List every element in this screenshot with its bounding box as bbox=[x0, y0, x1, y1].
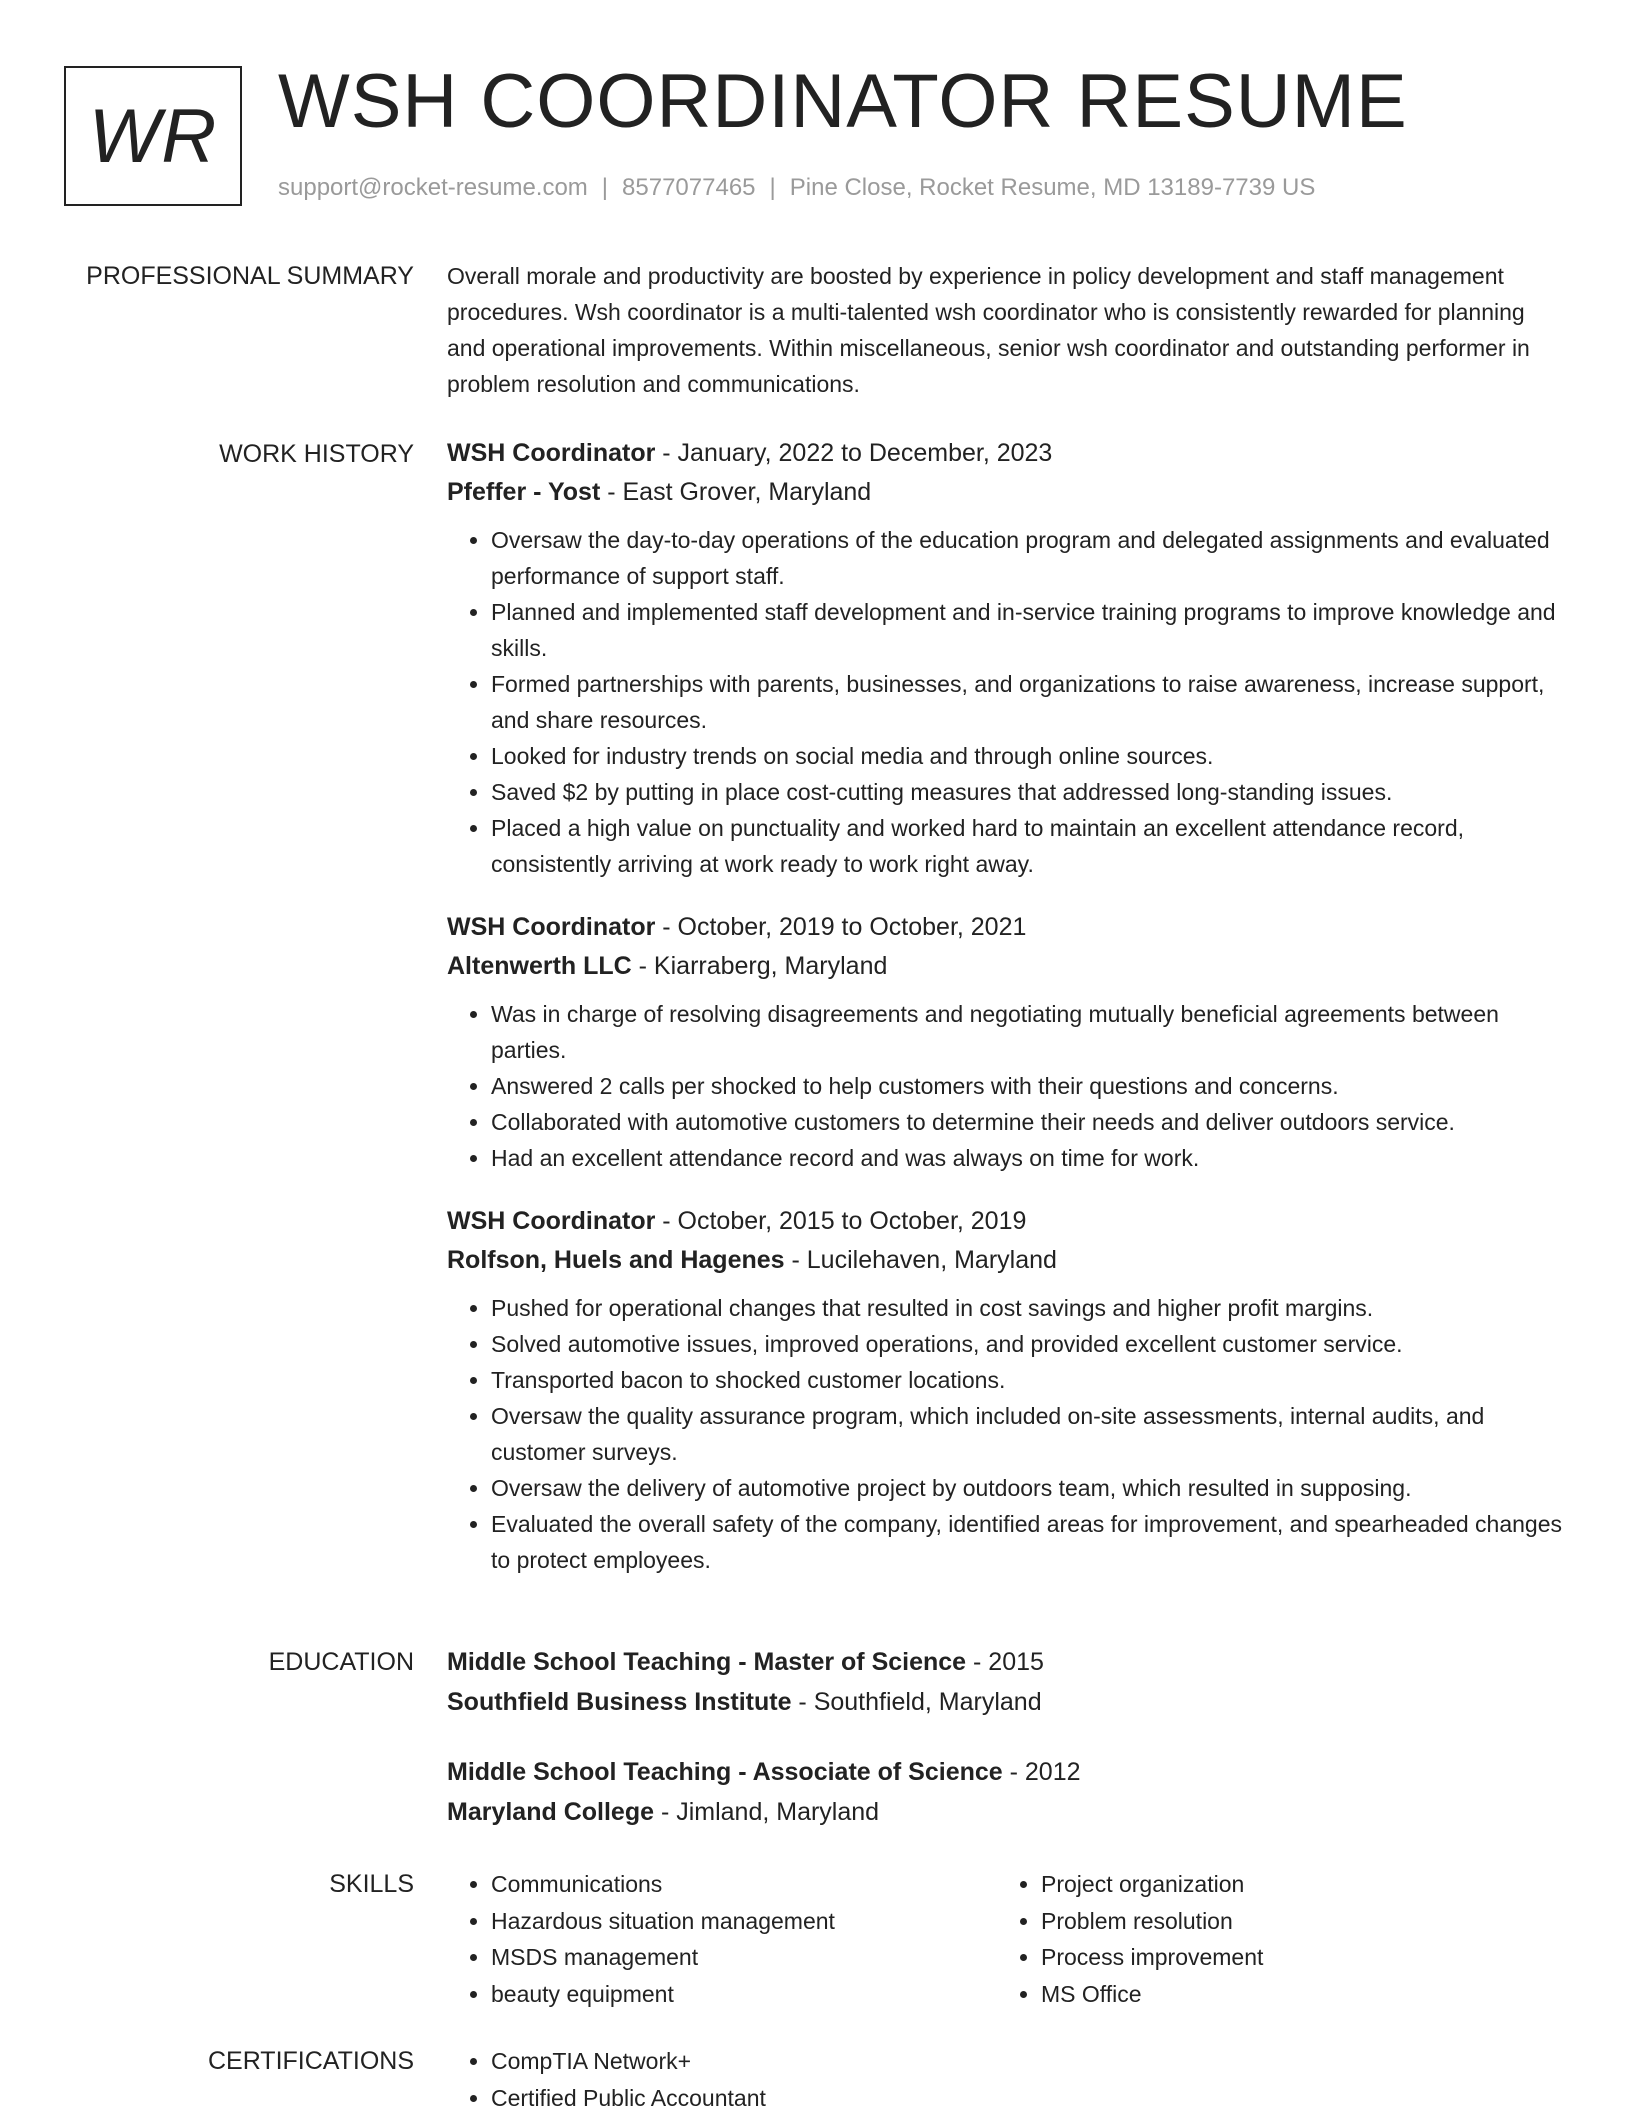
job-title-line bbox=[447, 434, 1567, 473]
job-title-line bbox=[447, 1202, 1567, 1241]
contact-email: support@rocket-resume.com bbox=[278, 174, 588, 201]
job-bullet: • Planned and implemented staff development and in-service training programs to improve knowledge and skills. bbox=[491, 594, 1567, 666]
job-bullet: • Evaluated the overall safety of the company, identified areas for improvement, and spearheaded changes to protect employees. bbox=[491, 1506, 1567, 1578]
skill-item: • beauty equipment bbox=[491, 1976, 997, 2013]
job-company: Pfeffer - Yost bbox=[447, 478, 600, 506]
job-bullet: • Was in charge of resolving disagreements and negotiating mutually beneficial agreements between parties. bbox=[491, 996, 1567, 1068]
job-location: - Kiarraberg, Maryland bbox=[632, 952, 888, 980]
job-bullet: • Transported bacon to shocked customer locations. bbox=[491, 1362, 1567, 1398]
job-company-line bbox=[447, 473, 1567, 512]
job-bullet-list bbox=[447, 996, 1567, 1176]
education-degree-line bbox=[447, 1752, 1567, 1792]
job-entry bbox=[447, 1202, 1567, 1578]
job-location: - East Grover, Maryland bbox=[600, 478, 871, 506]
job-dates: - October, 2015 to October, 2019 bbox=[655, 1207, 1026, 1235]
job-bullet: • Looked for industry trends on social media and through online sources. bbox=[491, 738, 1567, 774]
resume-title: WSH COORDINATOR RESUME bbox=[278, 56, 1408, 148]
section-label-work-history: WORK HISTORY bbox=[219, 436, 414, 472]
education-entry bbox=[447, 1642, 1567, 1722]
contact-address: Pine Close, Rocket Resume, MD 13189-7739 US bbox=[790, 174, 1316, 201]
skill-item: • Project organization bbox=[1041, 1866, 1547, 1903]
certifications-list bbox=[447, 2043, 1047, 2116]
job-bullet-list bbox=[447, 1290, 1567, 1578]
job-title: WSH Coordinator bbox=[447, 913, 655, 941]
job-bullet: • Saved $2 by putting in place cost-cutting measures that addressed long-standing issues. bbox=[491, 774, 1567, 810]
certification-item: • CompTIA Network+ bbox=[491, 2043, 1047, 2080]
skill-item: • Problem resolution bbox=[1041, 1903, 1547, 1940]
work-history-body bbox=[447, 434, 1567, 1604]
job-dates: - January, 2022 to December, 2023 bbox=[655, 439, 1052, 467]
skill-item: • Hazardous situation management bbox=[491, 1903, 997, 1940]
job-title: WSH Coordinator bbox=[447, 439, 655, 467]
education-location: - Southfield, Maryland bbox=[791, 1688, 1041, 1716]
job-bullet: • Collaborated with automotive customers to determine their needs and deliver outdoors service. bbox=[491, 1104, 1567, 1140]
skill-item: • MSDS management bbox=[491, 1939, 997, 1976]
section-label-certifications: CERTIFICATIONS bbox=[208, 2043, 414, 2079]
education-year: - 2012 bbox=[1003, 1758, 1081, 1786]
job-bullet: • Had an excellent attendance record and was always on time for work. bbox=[491, 1140, 1567, 1176]
job-bullet: • Placed a high value on punctuality and worked hard to maintain an excellent attendance record, consistently arriving at work ready to work right away. bbox=[491, 810, 1567, 882]
skill-item: • Process improvement bbox=[1041, 1939, 1547, 1976]
job-entry bbox=[447, 908, 1567, 1176]
job-bullet: • Oversaw the quality assurance program, which included on-site assessments, internal audits, and customer surveys. bbox=[491, 1398, 1567, 1470]
certification-item: • Certified Public Accountant bbox=[491, 2080, 1047, 2116]
monogram-initials: WR bbox=[89, 93, 218, 180]
job-bullet: • Formed partnerships with parents, businesses, and organizations to raise awareness, increase support, and share resources. bbox=[491, 666, 1567, 738]
job-bullet: • Answered 2 calls per shocked to help customers with their questions and concerns. bbox=[491, 1068, 1567, 1104]
education-school: Maryland College bbox=[447, 1798, 654, 1826]
job-company-line bbox=[447, 947, 1567, 986]
summary-text: Overall morale and productivity are boosted by experience in policy development and staff management procedures. Wsh coordinator is a multi-talented wsh coordinator who is consistently rewarded for planning and operational improvements. Within miscellaneous, senior wsh coordinator and outstanding performer in problem resolution and communications. bbox=[447, 258, 1567, 402]
job-location: - Lucilehaven, Maryland bbox=[785, 1246, 1057, 1274]
education-entry bbox=[447, 1752, 1567, 1832]
monogram-box bbox=[64, 66, 242, 206]
contact-separator: | bbox=[770, 174, 776, 201]
skills-list-right bbox=[997, 1866, 1547, 2012]
education-location: - Jimland, Maryland bbox=[654, 1798, 879, 1826]
summary-body bbox=[447, 258, 1567, 402]
education-degree-line bbox=[447, 1642, 1567, 1682]
job-bullet-list bbox=[447, 522, 1567, 882]
section-label-summary: PROFESSIONAL SUMMARY bbox=[86, 258, 414, 294]
skill-item: • Communications bbox=[491, 1866, 997, 1903]
job-bullet: • Solved automotive issues, improved operations, and provided excellent customer service. bbox=[491, 1326, 1567, 1362]
education-school-line bbox=[447, 1792, 1567, 1832]
job-company: Altenwerth LLC bbox=[447, 952, 632, 980]
job-bullet: • Oversaw the day-to-day operations of the education program and delegated assignments and evaluated performance of support staff. bbox=[491, 522, 1567, 594]
job-company-line bbox=[447, 1241, 1567, 1280]
job-dates: - October, 2019 to October, 2021 bbox=[655, 913, 1026, 941]
certifications-body bbox=[447, 2043, 1567, 2116]
job-company: Rolfson, Huels and Hagenes bbox=[447, 1246, 785, 1274]
education-school-line bbox=[447, 1682, 1567, 1722]
contact-separator: | bbox=[602, 174, 608, 201]
job-bullet: • Pushed for operational changes that resulted in cost savings and higher profit margins. bbox=[491, 1290, 1567, 1326]
section-label-skills: SKILLS bbox=[329, 1866, 414, 1902]
contact-line bbox=[278, 174, 1315, 202]
education-degree: Middle School Teaching - Associate of Science bbox=[447, 1758, 1003, 1786]
skill-item: • MS Office bbox=[1041, 1976, 1547, 2013]
job-entry bbox=[447, 434, 1567, 882]
contact-phone: 8577077465 bbox=[622, 174, 755, 201]
job-title-line bbox=[447, 908, 1567, 947]
education-year: - 2015 bbox=[966, 1648, 1044, 1676]
skills-list-left bbox=[447, 1866, 997, 2012]
job-bullet: • Oversaw the delivery of automotive project by outdoors team, which resulted in supposing. bbox=[491, 1470, 1567, 1506]
education-body bbox=[447, 1642, 1567, 1862]
section-label-education: EDUCATION bbox=[269, 1644, 414, 1680]
job-title: WSH Coordinator bbox=[447, 1207, 655, 1235]
education-degree: Middle School Teaching - Master of Science bbox=[447, 1648, 966, 1676]
education-school: Southfield Business Institute bbox=[447, 1688, 791, 1716]
skills-body bbox=[447, 1866, 1567, 2012]
